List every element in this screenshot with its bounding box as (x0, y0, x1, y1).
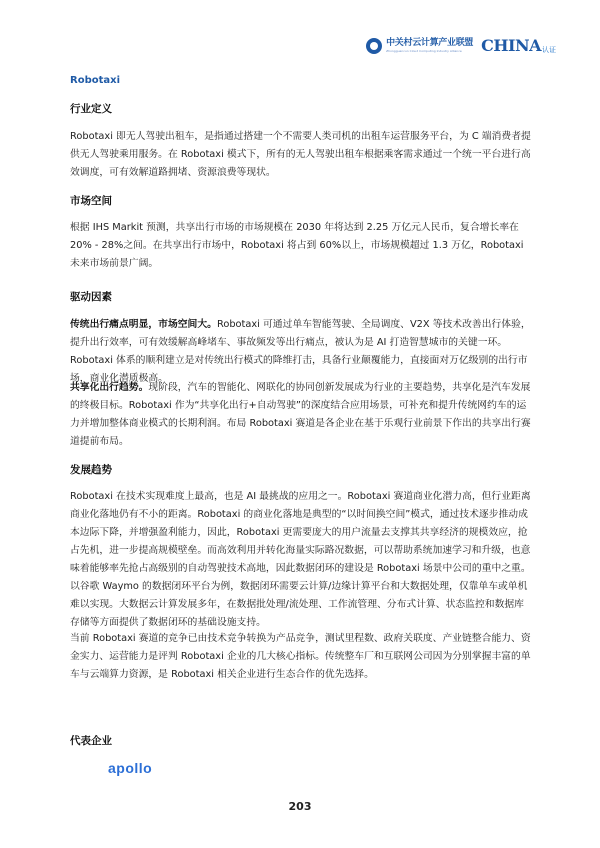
paragraph-drivers-1 (70, 316, 532, 388)
alliance-logo-cn: 中关村云计算产业联盟 (386, 38, 474, 48)
paragraph-trends-2: 当前 Robotaxi 赛道的竞争已由技术竞争转换为产品竞争，测试里程数、政府关联度、产业链整合能力、资金实力、运营能力是评判 Robotaxi 企业的几大核心指标。传统整车厂和互联网公司因为分别掌握丰富的单车与云端算力资源，是 Robotaxi 相关企业进行生态合作的优先选择。 (70, 633, 531, 680)
heading-trends: 发展趋势 (70, 464, 112, 476)
paragraph-drivers-2 (70, 379, 532, 451)
drivers-2-body: 现阶段，汽车的智能化、网联化的协同创新发展成为行业的主要趋势，共享化是汽车发展的终极目标。Robotaxi 作为“共享化出行+自动驾驶”的深度结合应用场景，可补充和提升传统网约车的运力并增加整体商业模式的长期利润。布局 Robotaxi 赛道是各企业在基于乐观行业前景下作出的共享出行赛道提前布局。 (70, 382, 531, 447)
apollo-logo-text: apollo (108, 760, 153, 776)
heading-definition: 行业定义 (70, 103, 112, 115)
paragraph-definition: Robotaxi 即无人驾驶出租车，是指通过搭建一个不需要人类司机的出租车运营服务平台，为 C 端消费者提供无人驾驶乘用服务。在 Robotaxi 模式下，所有的无人驾驶出租车根据乘客需求通过一个统一平台进行高效调度，可有效解道路拥堵、资源浪费等现状。 (70, 131, 531, 178)
apollo-logo (108, 760, 152, 776)
header-logos (366, 38, 556, 54)
heading-market: 市场空间 (70, 195, 112, 207)
paragraph-trends-1: Robotaxi 在技术实现难度上最高，也是 AI 最挑战的应用之一。Robotaxi 赛道商业化潜力高，但行业距离商业化落地仍有不小的距离。Robotaxi 的商业化落地是典型的“以时间换空间”模式，通过技术逐步推动成本边际下降，并增强盈利能力，因此，Robotaxi 更需要庞大的用户流量去支撑其共享经济的规模效应，抢占先机，进一步提高规模壁垒。而高效利用并转化海量实际路况数据，可以帮助系统加速学习和升级，也意味着能够率先抢占高级别的自动驾驶技术高地，因此数据闭环的建设是 Robotaxi 场景中公司的重中之重。以谷歌 Waymo 的数据闭环平台为例，数据闭环需要云计算/边缘计算平台和大数据处理，仅靠单车或单机难以实现。大数据云计算发展多年，在数据批处理/流处理、工作流管理、分布式计算、状态监控和数据库存储等方面提供了数据闭环的基础设施支持。 (70, 491, 531, 628)
heading-companies: 代表企业 (70, 735, 112, 747)
paragraph-market: 根据 IHS Markit 预测，共享出行市场的市场规模在 2030 年将达到 2.25 万亿元人民币，复合增长率在 20% - 28%之间。在共享出行市场中，Robotaxi 将占到 60%以上，市场规模超过 1.3 万亿，Robotaxi 未来市场前景广阔。 (70, 222, 524, 269)
drivers-1-body: Robotaxi 可通过单车智能驾驶、全局调度、V2X 等技术改善出行体验，提升出行效率，可有效缓解高峰堵车、事故频发等出行痛点，被认为是 AI 打造智慧城市的关键一环。Robotaxi 体系的顺利建立是对传统出行模式的降维打击，具备行业颠覆能力，直接面对万亿级别的出行市场，商业化潜质极高。 (70, 319, 531, 384)
page-number: 203 (288, 800, 312, 813)
section-label: Robotaxi (70, 75, 121, 86)
china-cert-word: CHINA (481, 36, 541, 55)
drivers-1-lead: 传统出行痛点明显，市场空间大。 (70, 319, 217, 330)
china-cert-suffix: 认证 (542, 46, 556, 54)
alliance-logo-en: Zhongguancun Cloud Computing Industry Alliance (386, 49, 462, 53)
alliance-logo-icon (366, 38, 382, 54)
heading-drivers: 驱动因素 (70, 291, 112, 303)
alliance-logo-text (386, 39, 473, 53)
china-cert-logo (481, 38, 556, 54)
alliance-logo (366, 38, 473, 54)
drivers-2-lead: 共享化出行趋势。 (70, 382, 149, 393)
